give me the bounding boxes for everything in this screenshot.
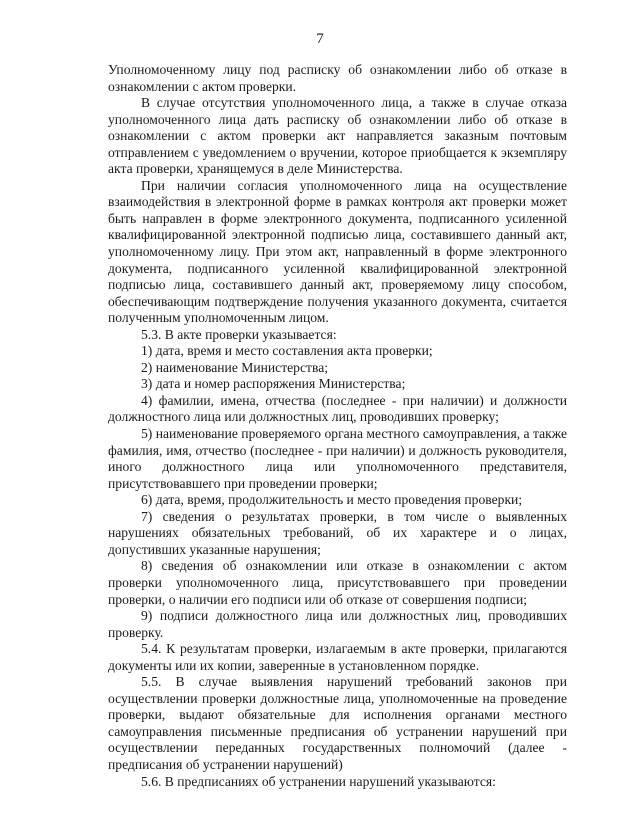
section-5-6: 5.6. В предписаниях об устранении нарушений указываются: [141, 773, 496, 789]
list-item: 7) сведения о результатах проверки, в том числе о выявленных нарушениях обязательных требований, об их характере и о лицах, допустивших указанные нарушения; [108, 508, 567, 557]
section-heading-5-3: 5.3. В акте проверки указывается: [141, 326, 337, 342]
list-item: 8) сведения об ознакомлении или отказе в ознакомлении с актом проверки уполномоченного лица, присутствовавшего при проведении проверки, о наличии его подписи или об отказе от совершения подписи; [108, 558, 567, 607]
list-item: 2) наименование Министерства; [141, 359, 329, 375]
list-item: 3) дата и номер распоряжения Министерства; [141, 376, 406, 392]
list-item: 4) фамилии, имена, отчества (последнее - при наличии) и должности должностного лица или должностных лиц, проводивших проверку; [108, 392, 567, 425]
section-5-5: 5.5. В случае выявления нарушений требований законов при осуществлении проверки должностные лица, уполномоченные на проведение проверки, выдают обязательные для исполнения органами местного самоуправления письменные предписания об устранении нарушений при осуществлении переданных государственных полномочий (далее - предписания об устранении нарушений) [108, 674, 567, 772]
paragraph: Уполномоченному лицу под расписку об ознакомлении либо об отказе в ознакомлении с актом проверки. [108, 62, 567, 94]
list-item: 6) дата, время, продолжительность и место проведения проверки; [141, 492, 523, 508]
paragraph: В случае отсутствия уполномоченного лица, а также в случае отказа уполномоченного лица дать расписку об ознакомлении либо об отказе в ознакомлении с актом проверки акт направляется заказным почтовым отправлением с уведомлением о вручении, которое приобщается к экземпляру акта проверки, хранящемуся в деле Министерства. [108, 95, 567, 177]
section-5-4: 5.4. К результатам проверки, излагаемым в акте проверки, прилагаются документы или их копии, заверенные в установленном порядке. [108, 641, 567, 673]
document-body [108, 62, 567, 790]
list-item: 9) подписи должностного лица или должностных лиц, проводивших проверку. [108, 608, 567, 640]
paragraph: При наличии согласия уполномоченного лица на осуществление взаимодействия в электронной форме в рамках контроля акт проверки может быть направлен в форме электронного документа, подписанного усиленной квалифицированной электронной подписью лица, составившего данный акт, уполномоченному лицу. При этом акт, направленный в форме электронного документа, подписанного усиленной квалифицированной электронной подписью лица, составившего данный акт, проверяемому лицу способом, обеспечивающим подтверждение получения указанного документа, считается полученным уполномоченным лицом. [108, 177, 567, 326]
page-number: 7 [316, 31, 324, 47]
list-item: 1) дата, время и место составления акта проверки; [141, 343, 433, 359]
list-item: 5) наименование проверяемого органа местного самоуправления, а также фамилия, имя, отчество (последнее - при наличии) и должность руководителя, иного должностного лица или уполномоченного представителя, присутствовавшего при проведении проверки; [108, 426, 567, 491]
